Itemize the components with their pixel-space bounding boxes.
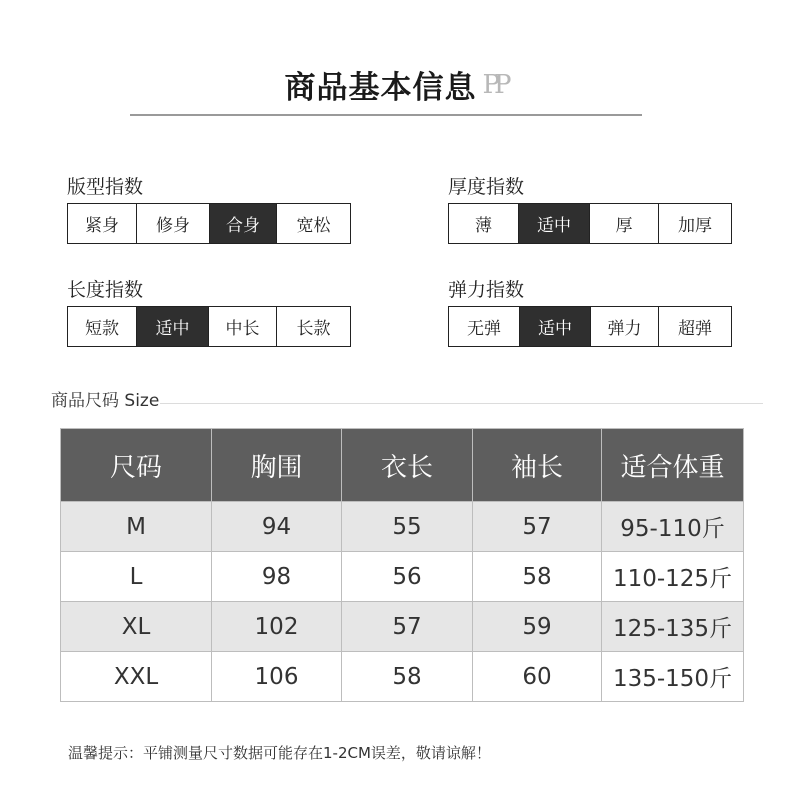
weight-cell: 95-110斤: [602, 502, 744, 552]
length-cell: 57: [342, 602, 473, 652]
elasticity-index-options: [448, 306, 732, 347]
sleeve-cell: 59: [473, 602, 602, 652]
page-header: [0, 62, 790, 107]
size-table-header-row: [61, 429, 744, 502]
thickness-index-options: [448, 203, 732, 244]
fit-option: 修身: [137, 204, 210, 243]
sleeve-cell: 57: [473, 502, 602, 552]
fit-index-options: [67, 203, 351, 244]
elasticity-option: 超弹: [659, 307, 731, 346]
size-cell: M: [61, 502, 212, 552]
fit-option: 宽松: [277, 204, 350, 243]
thickness-option: 适中: [519, 204, 590, 243]
weight-cell: 135-150斤: [602, 652, 744, 702]
weight-cell: 125-135斤: [602, 602, 744, 652]
title-divider: [130, 114, 642, 116]
fit-option: 紧身: [68, 204, 137, 243]
brand-logo-icon: PP: [482, 69, 506, 100]
length-cell: 55: [342, 502, 473, 552]
elasticity-index-label: 弹力指数: [448, 279, 525, 301]
measurement-note: 温馨提示：平铺测量尺寸数据可能存在1-2CM误差，敬请谅解！: [68, 744, 491, 762]
elasticity-option: 适中: [520, 307, 591, 346]
length-index-label: 长度指数: [67, 279, 144, 301]
thickness-option: 厚: [590, 204, 659, 243]
size-section-label: 商品尺码 Size: [51, 391, 160, 411]
table-row: [61, 552, 744, 602]
size-cell: XL: [61, 602, 212, 652]
sleeve-cell: 60: [473, 652, 602, 702]
table-row: [61, 652, 744, 702]
weight-cell: 110-125斤: [602, 552, 744, 602]
length-option: 适中: [137, 307, 209, 346]
thickness-option: 加厚: [659, 204, 731, 243]
size-header-cell: 衣长: [342, 429, 473, 502]
size-table: [60, 428, 744, 702]
size-header-cell: 适合体重: [602, 429, 744, 502]
chest-cell: 102: [212, 602, 342, 652]
size-header-cell: 胸围: [212, 429, 342, 502]
page-title: 商品基本信息: [284, 70, 477, 106]
length-option: 中长: [209, 307, 277, 346]
length-index-options: [67, 306, 351, 347]
chest-cell: 106: [212, 652, 342, 702]
sleeve-cell: 58: [473, 552, 602, 602]
fit-index-label: 版型指数: [67, 176, 144, 198]
size-section-divider: [160, 403, 763, 404]
size-cell: L: [61, 552, 212, 602]
size-cell: XXL: [61, 652, 212, 702]
thickness-index-label: 厚度指数: [448, 176, 525, 198]
length-option: 短款: [68, 307, 137, 346]
thickness-option: 薄: [449, 204, 519, 243]
table-row: [61, 502, 744, 552]
table-row: [61, 602, 744, 652]
elasticity-option: 弹力: [591, 307, 659, 346]
size-header-cell: 尺码: [61, 429, 212, 502]
chest-cell: 98: [212, 552, 342, 602]
elasticity-option: 无弹: [449, 307, 520, 346]
size-header-cell: 袖长: [473, 429, 602, 502]
length-cell: 56: [342, 552, 473, 602]
fit-option: 合身: [210, 204, 277, 243]
length-option: 长款: [277, 307, 350, 346]
length-cell: 58: [342, 652, 473, 702]
chest-cell: 94: [212, 502, 342, 552]
